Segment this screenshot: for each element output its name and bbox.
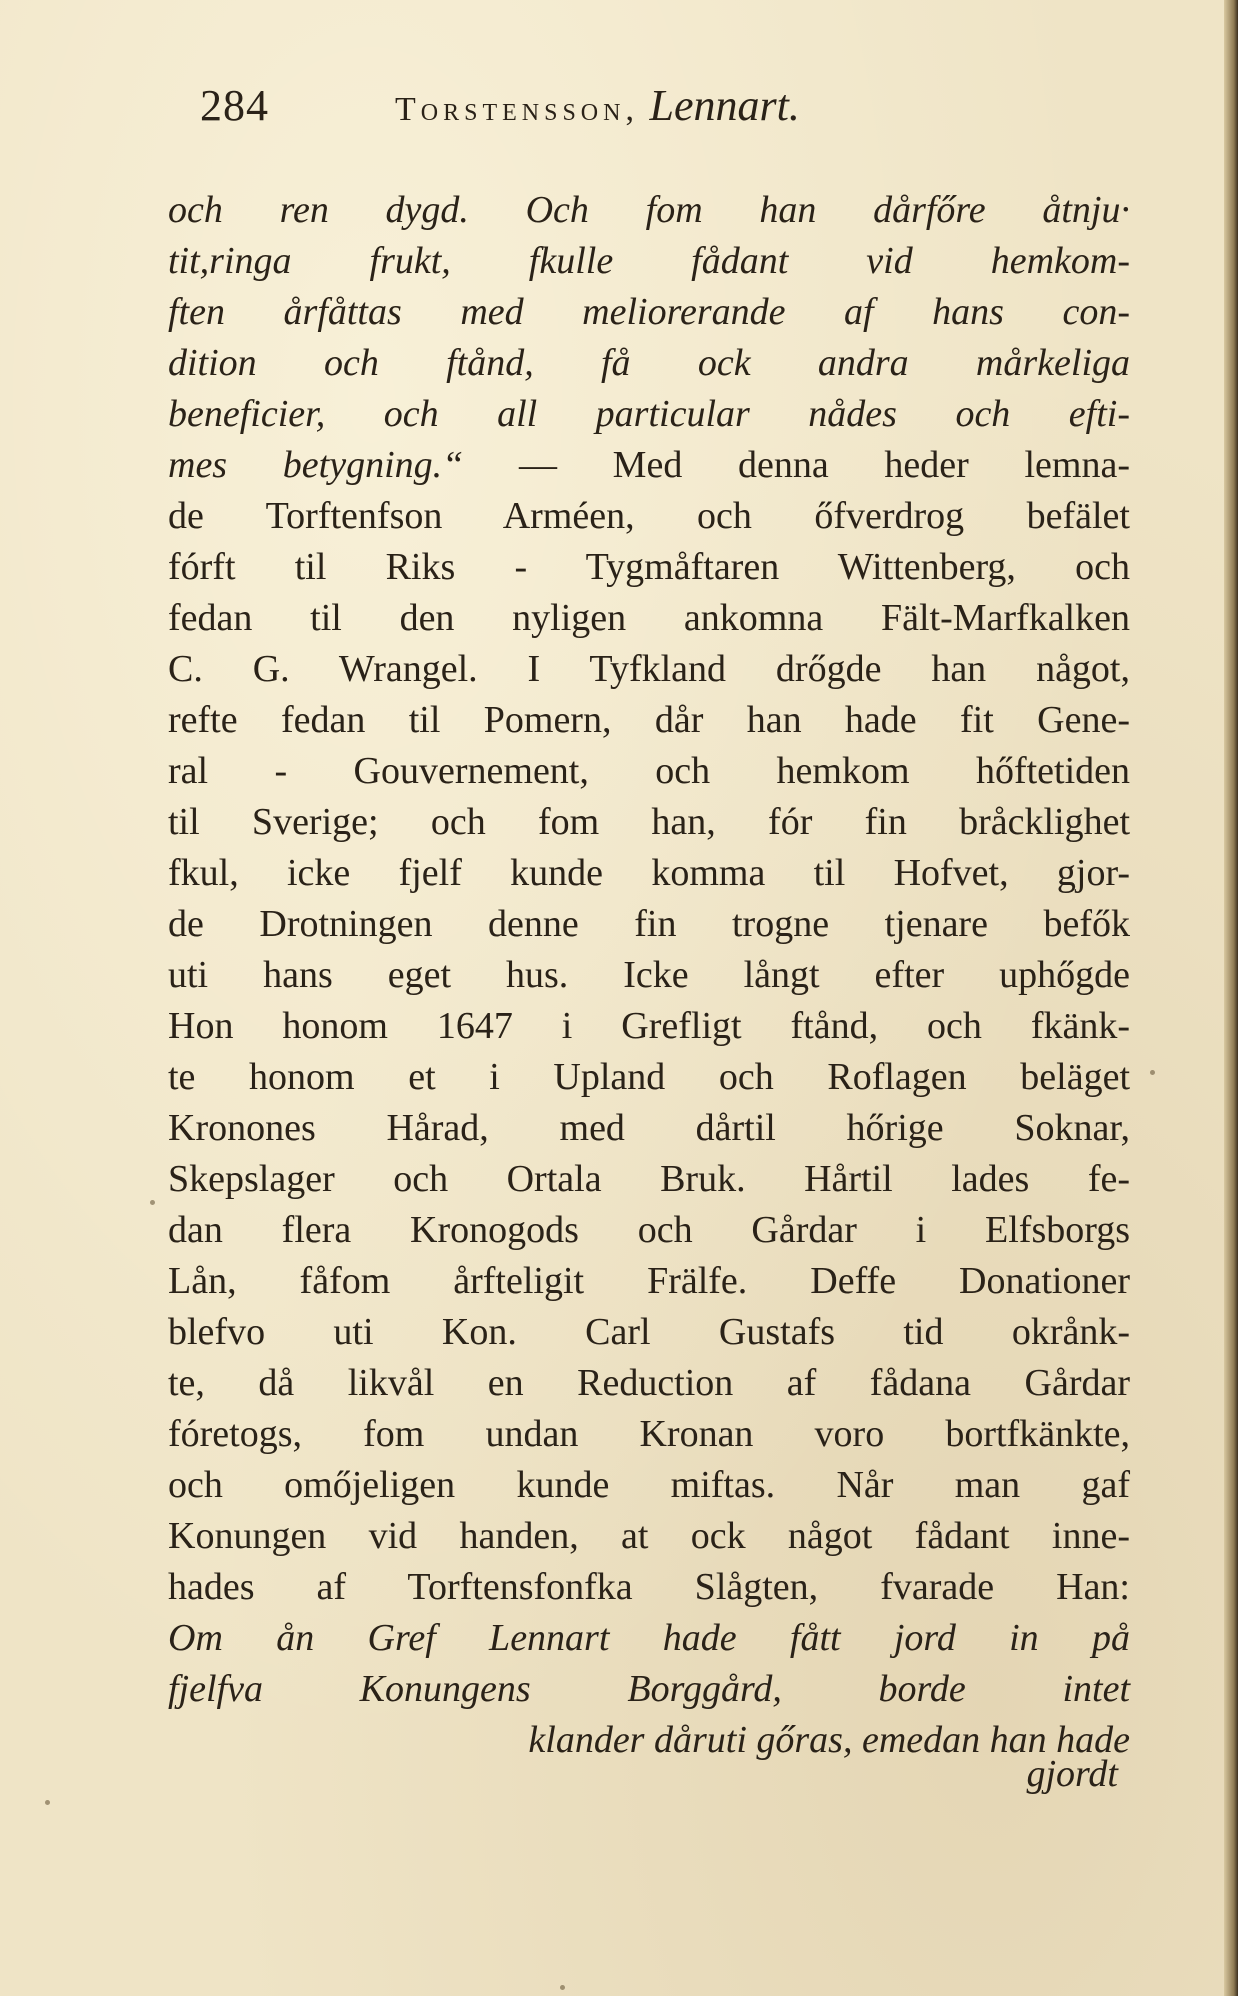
text-line <box>168 1409 1130 1460</box>
text-line <box>168 1358 1130 1409</box>
text-segment: och ren dygd. Och fom han dårfőre åtnju· <box>168 189 1130 231</box>
text-line <box>168 1154 1130 1205</box>
text-segment: Kronones Hårad, med dårtil hőrige Soknar, <box>168 1107 1130 1149</box>
text-line <box>168 1001 1130 1052</box>
text-line <box>168 1460 1130 1511</box>
text-line <box>168 746 1130 797</box>
text-line <box>168 1664 1130 1715</box>
text-segment: hades af Torftensfonfka Slågten, fvarade Han: <box>168 1566 1130 1608</box>
text-line <box>168 185 1130 236</box>
text-segment: blefvo uti Kon. Carl Gustafs tid okrånk- <box>168 1311 1130 1353</box>
running-head-given: Lennart. <box>649 81 800 130</box>
text-segment: Konungen vid handen, at ock något fådant inne- <box>168 1515 1130 1557</box>
running-head-name: Torstensson, <box>395 91 639 128</box>
paper-speck <box>45 1800 50 1805</box>
text-line <box>168 848 1130 899</box>
text-line <box>168 491 1130 542</box>
text-segment: ral - Gouvernement, och hemkom hőftetiden <box>168 750 1130 792</box>
text-line <box>168 695 1130 746</box>
page-number: 284 <box>200 81 269 130</box>
text-segment: Hon honom 1647 i Grefligt ftånd, och fkänk- <box>168 1005 1130 1047</box>
running-head <box>395 80 800 131</box>
text-segment: ften årfåttas med meliorerande af hans con- <box>168 291 1130 333</box>
text-line <box>168 1613 1130 1664</box>
text-segment: fjelfva Konungens Borggård, borde intet <box>168 1668 1130 1710</box>
text-segment: te, då likvål en Reduction af fådana Gårdar <box>168 1362 1130 1404</box>
text-segment: beneficier, och all particular nådes och efti- <box>168 393 1130 435</box>
text-line <box>168 899 1130 950</box>
text-line <box>168 797 1130 848</box>
page-header <box>145 80 1075 140</box>
text-segment: uti hans eget hus. Icke långt efter uphőgde <box>168 954 1130 996</box>
page-edge <box>1224 0 1238 1996</box>
body-text <box>168 185 1130 1766</box>
text-segment: de Drotningen denne fin trogne tjenare befők <box>168 903 1130 945</box>
text-segment: dition och ftånd, få ock andra mårkeliga <box>168 342 1130 384</box>
text-segment: refte fedan til Pomern, dår han hade fit Gene- <box>168 699 1130 741</box>
text-segment: mes betygning.“ <box>168 444 519 486</box>
text-line <box>168 593 1130 644</box>
text-line <box>168 338 1130 389</box>
text-line <box>168 950 1130 1001</box>
text-line <box>168 1511 1130 1562</box>
catchword: gjordt <box>1026 1753 1118 1795</box>
paper-speck <box>1150 1070 1155 1075</box>
text-segment: — Med denna heder lemna- <box>518 444 1131 486</box>
text-segment: Lån, fåfom årfteligit Frälfe. Deffe Donationer <box>168 1260 1130 1302</box>
text-segment: klander dåruti gőras, emedan han hade <box>528 1719 1130 1761</box>
text-segment: C. G. Wrangel. I Tyfkland drőgde han något, <box>168 648 1130 690</box>
text-line <box>168 287 1130 338</box>
text-segment: Om ån Gref Lennart hade fått jord in på <box>168 1617 1130 1659</box>
text-line <box>168 542 1130 593</box>
text-line <box>168 389 1130 440</box>
text-segment: fedan til den nyligen ankomna Fält-Marfkalken <box>168 597 1130 639</box>
paper-speck <box>150 1200 155 1205</box>
text-segment: dan flera Kronogods och Gårdar i Elfsborgs <box>168 1209 1130 1251</box>
text-segment: fkul, icke fjelf kunde komma til Hofvet, gjor- <box>168 852 1130 894</box>
text-line <box>168 236 1130 287</box>
paper-speck <box>560 1985 565 1990</box>
text-segment: fórft til Riks - Tygmåftaren Wittenberg, och <box>168 546 1130 588</box>
text-line <box>168 1562 1130 1613</box>
text-segment: fóretogs, fom undan Kronan voro bortfkänkte, <box>168 1413 1130 1455</box>
text-line <box>168 1715 1130 1766</box>
text-segment: Skepslager och Ortala Bruk. Hårtil lades fe- <box>168 1158 1130 1200</box>
text-line <box>168 1307 1130 1358</box>
text-segment: och omőjeligen kunde miftas. Når man gaf <box>168 1464 1130 1506</box>
text-line <box>168 1052 1130 1103</box>
text-segment: til Sverige; och fom han, fór fin bråcklighet <box>168 801 1130 843</box>
text-line <box>168 1205 1130 1256</box>
text-segment: te honom et i Upland och Roflagen beläget <box>168 1056 1130 1098</box>
text-line <box>168 1256 1130 1307</box>
text-line <box>168 644 1130 695</box>
text-segment: de Torftenfson Arméen, och őfverdrog befälet <box>168 495 1130 537</box>
text-line <box>168 1103 1130 1154</box>
text-line <box>168 440 1130 491</box>
text-segment: tit,ringa frukt, fkulle fådant vid hemkom- <box>168 240 1130 282</box>
